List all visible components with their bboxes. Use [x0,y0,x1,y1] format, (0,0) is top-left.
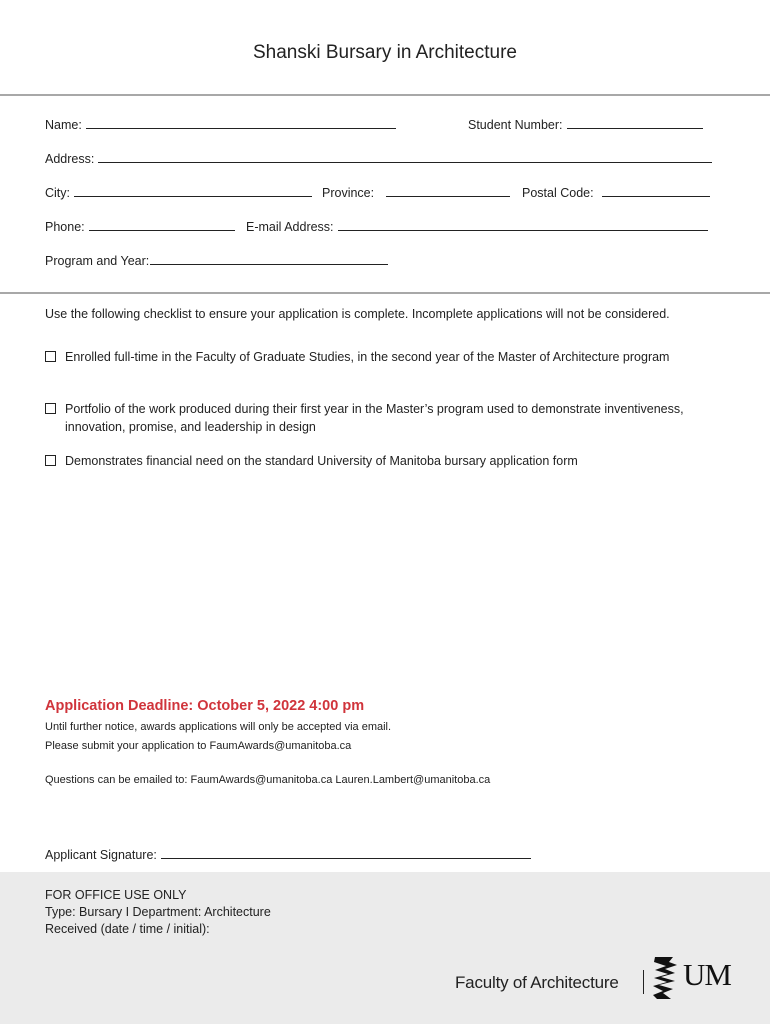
checkbox-financial[interactable] [45,455,56,466]
postal-code-label: Postal Code: [522,186,594,200]
checklist-item-text: Portfolio of the work produced during their first year in the Master’s program used to demonstrate inventiveness, innovation, promise, and leadership in design [65,402,684,434]
checklist-item-portfolio [45,400,705,436]
office-use-panel [0,872,770,1024]
city-row [45,184,720,202]
address-label: Address: [45,152,95,166]
signature-row [45,846,720,864]
name-label: Name: [45,118,82,132]
middle-divider [0,292,770,294]
faculty-name: Faculty of Architecture [455,973,619,992]
office-received-line: Received (date / time / initial): [45,922,210,936]
program-year-label: Program and Year: [45,254,150,268]
email-blank[interactable] [338,218,708,231]
deadline-heading: Application Deadline: October 5, 2022 4:00 pm [45,698,365,714]
um-wordmark: UM [683,957,731,992]
phone-label: Phone: [45,220,85,234]
postal-code-blank[interactable] [602,184,710,197]
phone-row [45,218,720,236]
office-type-line: Type: Bursary I Department: Architecture [45,905,271,919]
address-blank[interactable] [98,150,712,163]
program-row [45,252,720,270]
signature-label: Applicant Signature: [45,848,157,862]
province-blank[interactable] [386,184,510,197]
program-year-blank[interactable] [150,252,388,265]
office-heading: FOR OFFICE USE ONLY [45,888,187,902]
name-blank[interactable] [86,116,396,129]
name-row [45,116,720,134]
student-number-label: Student Number: [468,118,563,132]
student-number-blank[interactable] [567,116,703,129]
logo-divider [643,970,644,994]
form-title: Shanski Bursary in Architecture [252,42,517,63]
deadline-note-submit: Please submit your application to FaumAwards@umanitoba.ca [45,740,352,752]
phone-blank[interactable] [89,218,235,231]
checklist-item-text: Enrolled full-time in the Faculty of Graduate Studies, in the second year of the Master of Architecture program [65,350,670,364]
checklist-item-text: Demonstrates financial need on the standard University of Manitoba bursary application form [65,454,578,468]
checklist-item-enrolled [45,348,705,366]
checklist-item-financial [45,452,705,470]
city-blank[interactable] [74,184,312,197]
checkbox-portfolio[interactable] [45,403,56,414]
city-label: City: [45,186,70,200]
deadline-note-email: Until further notice, awards applications will only be accepted via email. [45,721,392,733]
questions-contact: Questions can be emailed to: FaumAwards@umanitoba.ca Lauren.Lambert@umanitoba.ca [45,774,491,786]
province-label: Province: [322,186,375,200]
top-divider [0,94,770,96]
checkbox-enrolled[interactable] [45,351,56,362]
signature-blank[interactable] [161,846,531,859]
address-row [45,150,720,168]
checklist-intro: Use the following checklist to ensure your application is complete. Incomplete applications will not be considered. [45,307,670,321]
email-label: E-mail Address: [246,220,334,234]
bison-icon [651,955,679,1001]
